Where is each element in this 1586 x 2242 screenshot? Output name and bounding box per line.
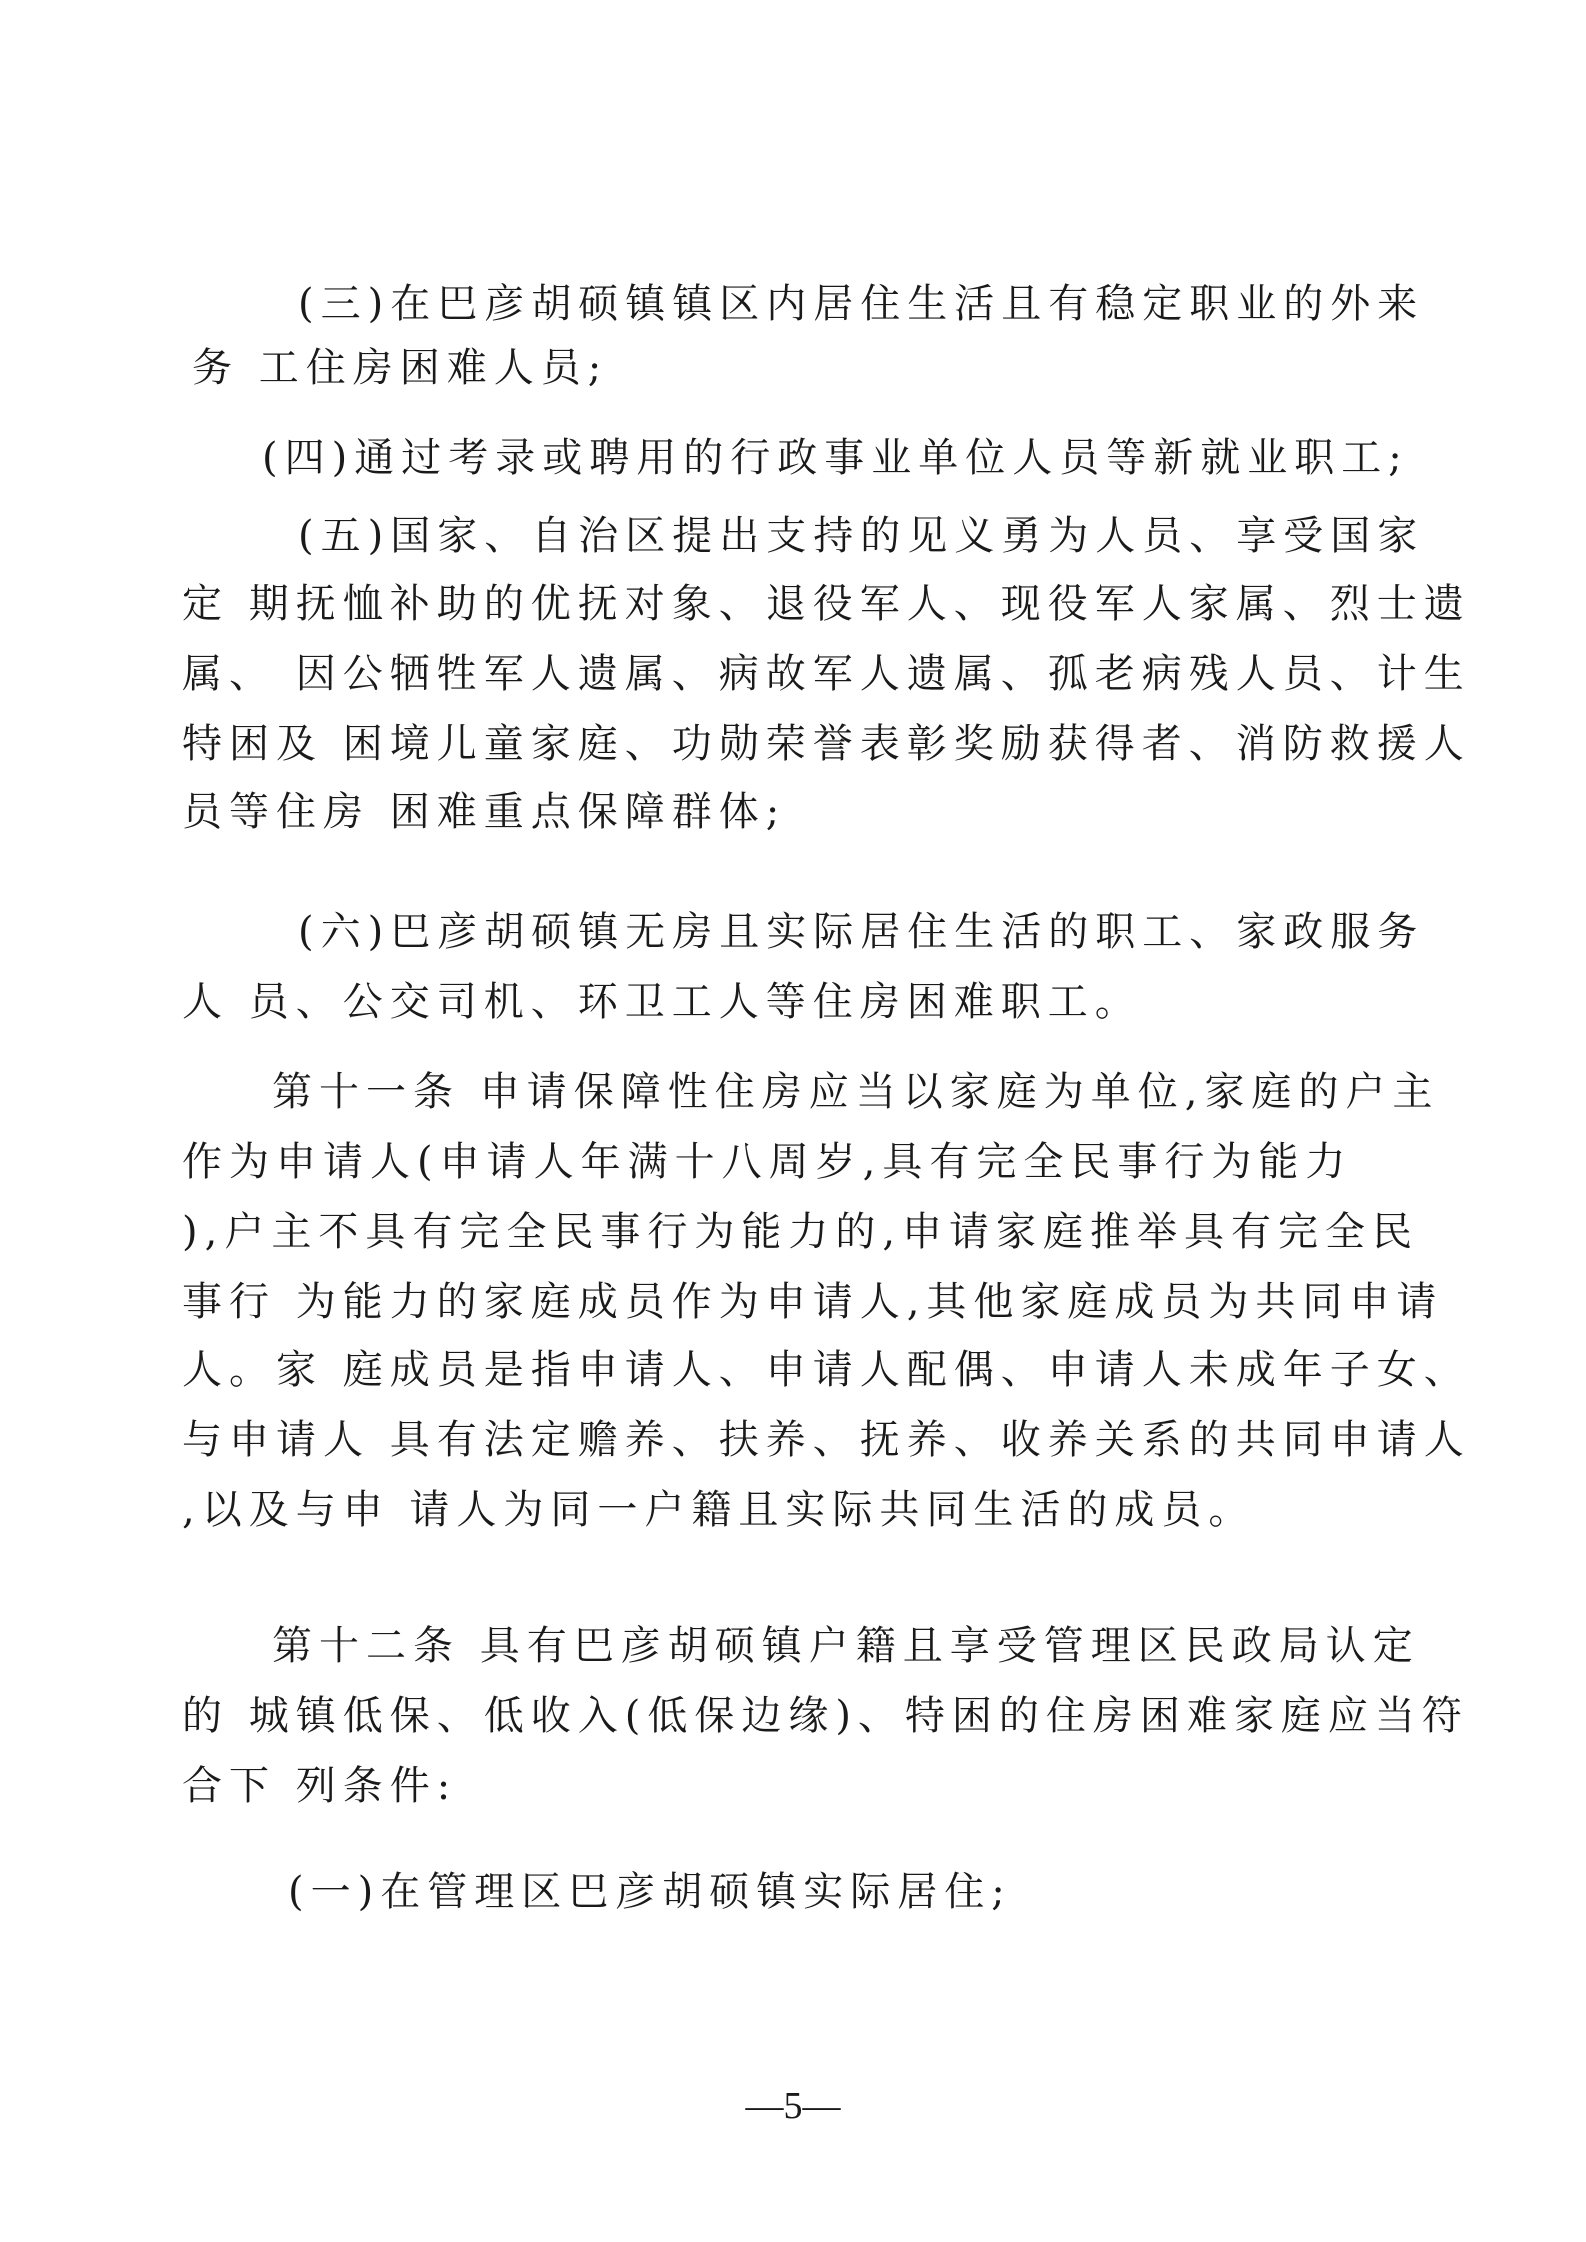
article-11-line-3: ),户主不具有完全民事行为能力的,申请家庭推举具有完全民: [182, 1209, 1420, 1255]
paragraph-6-line-1: (六)巴彦胡硕镇无房且实际居住生活的职工、家政服务: [298, 909, 1425, 955]
article-12-line-1: 第十二条 具有巴彦胡硕镇户籍且享受管理区民政局认定: [272, 1623, 1420, 1669]
article-11-line-6: 与申请人 具有法定赡养、扶养、抚养、收养关系的共同申请人: [182, 1417, 1471, 1463]
article-11-line-5: 人。家 庭成员是指申请人、申请人配偶、申请人未成年子女、: [182, 1347, 1471, 1393]
paragraph-5-line-4: 特困及 困境儿童家庭、功勋荣誉表彰奖励获得者、消防救援人: [182, 721, 1471, 767]
article-12-line-3: 合下 列条件:: [182, 1763, 458, 1809]
page-number: —5—: [745, 2085, 841, 2127]
paragraph-6-line-2: 人 员、公交司机、环卫工人等住房困难职工。: [182, 979, 1142, 1025]
article-11-line-4: 事行 为能力的家庭成员作为申请人,其他家庭成员为共同申请: [182, 1279, 1444, 1325]
article-11-line-1: 第十一条 申请保障性住房应当以家庭为单位,家庭的户主: [272, 1069, 1440, 1115]
article-12-line-2: 的 城镇低保、低收入(低保边缘)、特困的住房困难家庭应当符: [182, 1693, 1469, 1739]
paragraph-3-line-2: 务 工住房困难人员;: [192, 345, 609, 391]
article-12-item-1: (一)在管理区巴彦胡硕镇实际居住;: [288, 1869, 1012, 1915]
article-11-line-7: ,以及与申 请人为同一户籍且实际共同生活的成员。: [182, 1487, 1256, 1533]
paragraph-4-line-1: (四)通过考录或聘用的行政事业单位人员等新就业职工;: [262, 435, 1409, 481]
paragraph-3-line-1: (三)在巴彦胡硕镇镇区内居住生活且有稳定职业的外来: [298, 281, 1425, 327]
paragraph-5-line-3: 属、 因公牺牲军人遗属、病故军人遗属、孤老病残人员、计生: [182, 651, 1471, 697]
paragraph-5-line-5: 员等住房 困难重点保障群体;: [182, 789, 787, 835]
paragraph-5-line-1: (五)国家、自治区提出支持的见义勇为人员、享受国家: [298, 513, 1425, 559]
article-11-line-2: 作为申请人(申请人年满十八周岁,具有完全民事行为能力: [182, 1139, 1353, 1185]
paragraph-5-line-2: 定 期抚恤补助的优抚对象、退役军人、现役军人家属、烈士遗: [182, 581, 1471, 627]
